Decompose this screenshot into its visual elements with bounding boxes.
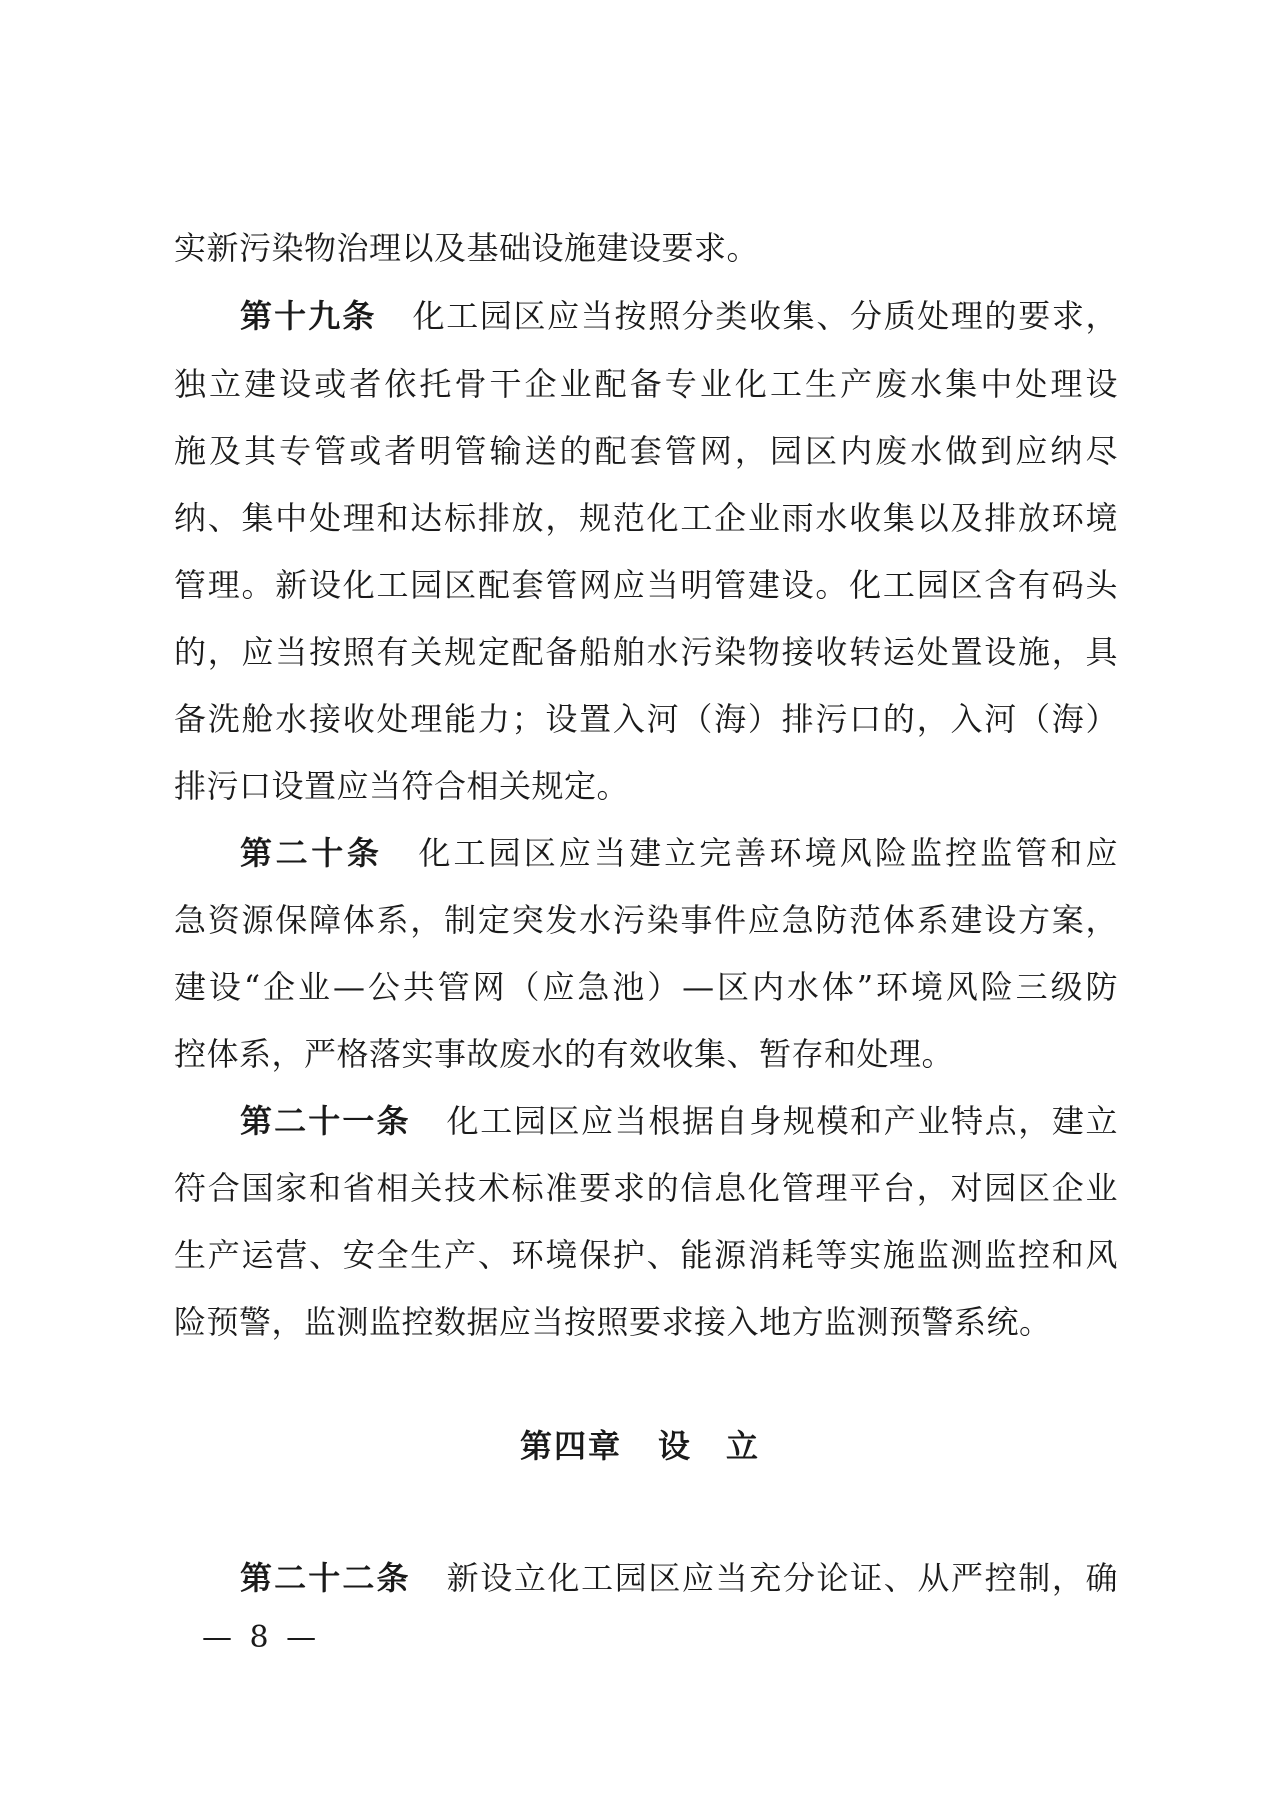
article-20-title: 第二十条 [240, 834, 383, 872]
chapter-number: 第四章 [519, 1427, 622, 1465]
article-20-text: 化工园区应当建立完善环境风险监控监管和应 [418, 834, 1118, 872]
article-20-line: 控体系，严格落实事故废水的有效收集、暂存和处理。 [174, 1035, 955, 1073]
article-21-line: 符合国家和省相关技术标准要求的信息化管理平台，对园区企业 [174, 1169, 1118, 1207]
article-21-first-line [240, 1101, 1118, 1141]
article-21-line: 生产运营、安全生产、环境保护、能源消耗等实施监测监控和风 [174, 1236, 1118, 1274]
article-21-text: 化工园区应当根据自身规模和产业特点，建立 [446, 1102, 1118, 1140]
article-19-first-line [240, 296, 1118, 336]
article-20-line: 急资源保障体系，制定突发水污染事件应急防范体系建设方案， [174, 901, 1118, 939]
chapter-name: 设 立 [658, 1427, 761, 1465]
article-22-first-line [240, 1558, 1118, 1598]
chapter-heading [0, 1426, 1280, 1466]
article-19-line: 排污口设置应当符合相关规定。 [174, 767, 630, 805]
paragraph-continuation-line: 实新污染物治理以及基础设施建设要求。 [174, 229, 760, 267]
article-19-text: 化工园区应当按照分类收集、分质处理的要求， [412, 297, 1118, 335]
page-number: — 8 — [202, 1620, 321, 1655]
article-19-line: 备洗舱水接收处理能力；设置入河（海）排污口的，入河（海） [174, 700, 1118, 738]
article-19-line: 的，应当按照有关规定配备船舶水污染物接收转运处置设施，具 [174, 633, 1118, 671]
article-19-line: 独立建设或者依托骨干企业配备专业化工生产废水集中处理设 [174, 365, 1118, 403]
article-20-line: 建设“企业—公共管网（应急池）—区内水体”环境风险三级防 [174, 968, 1118, 1006]
article-19-line: 管理。新设化工园区配套管网应当明管建设。化工园区含有码头 [174, 566, 1118, 604]
article-19-title: 第十九条 [240, 297, 377, 335]
article-20-first-line [240, 833, 1118, 873]
article-22-text: 新设立化工园区应当充分论证、从严控制，确 [446, 1559, 1118, 1597]
article-21-title: 第二十一条 [240, 1102, 411, 1140]
article-22-title: 第二十二条 [240, 1559, 411, 1597]
article-19-line: 纳、集中处理和达标排放，规范化工企业雨水收集以及排放环境 [174, 499, 1118, 537]
article-21-line: 险预警，监测监控数据应当按照要求接入地方监测预警系统。 [174, 1303, 1052, 1341]
article-19-line: 施及其专管或者明管输送的配套管网，园区内废水做到应纳尽 [174, 432, 1118, 470]
